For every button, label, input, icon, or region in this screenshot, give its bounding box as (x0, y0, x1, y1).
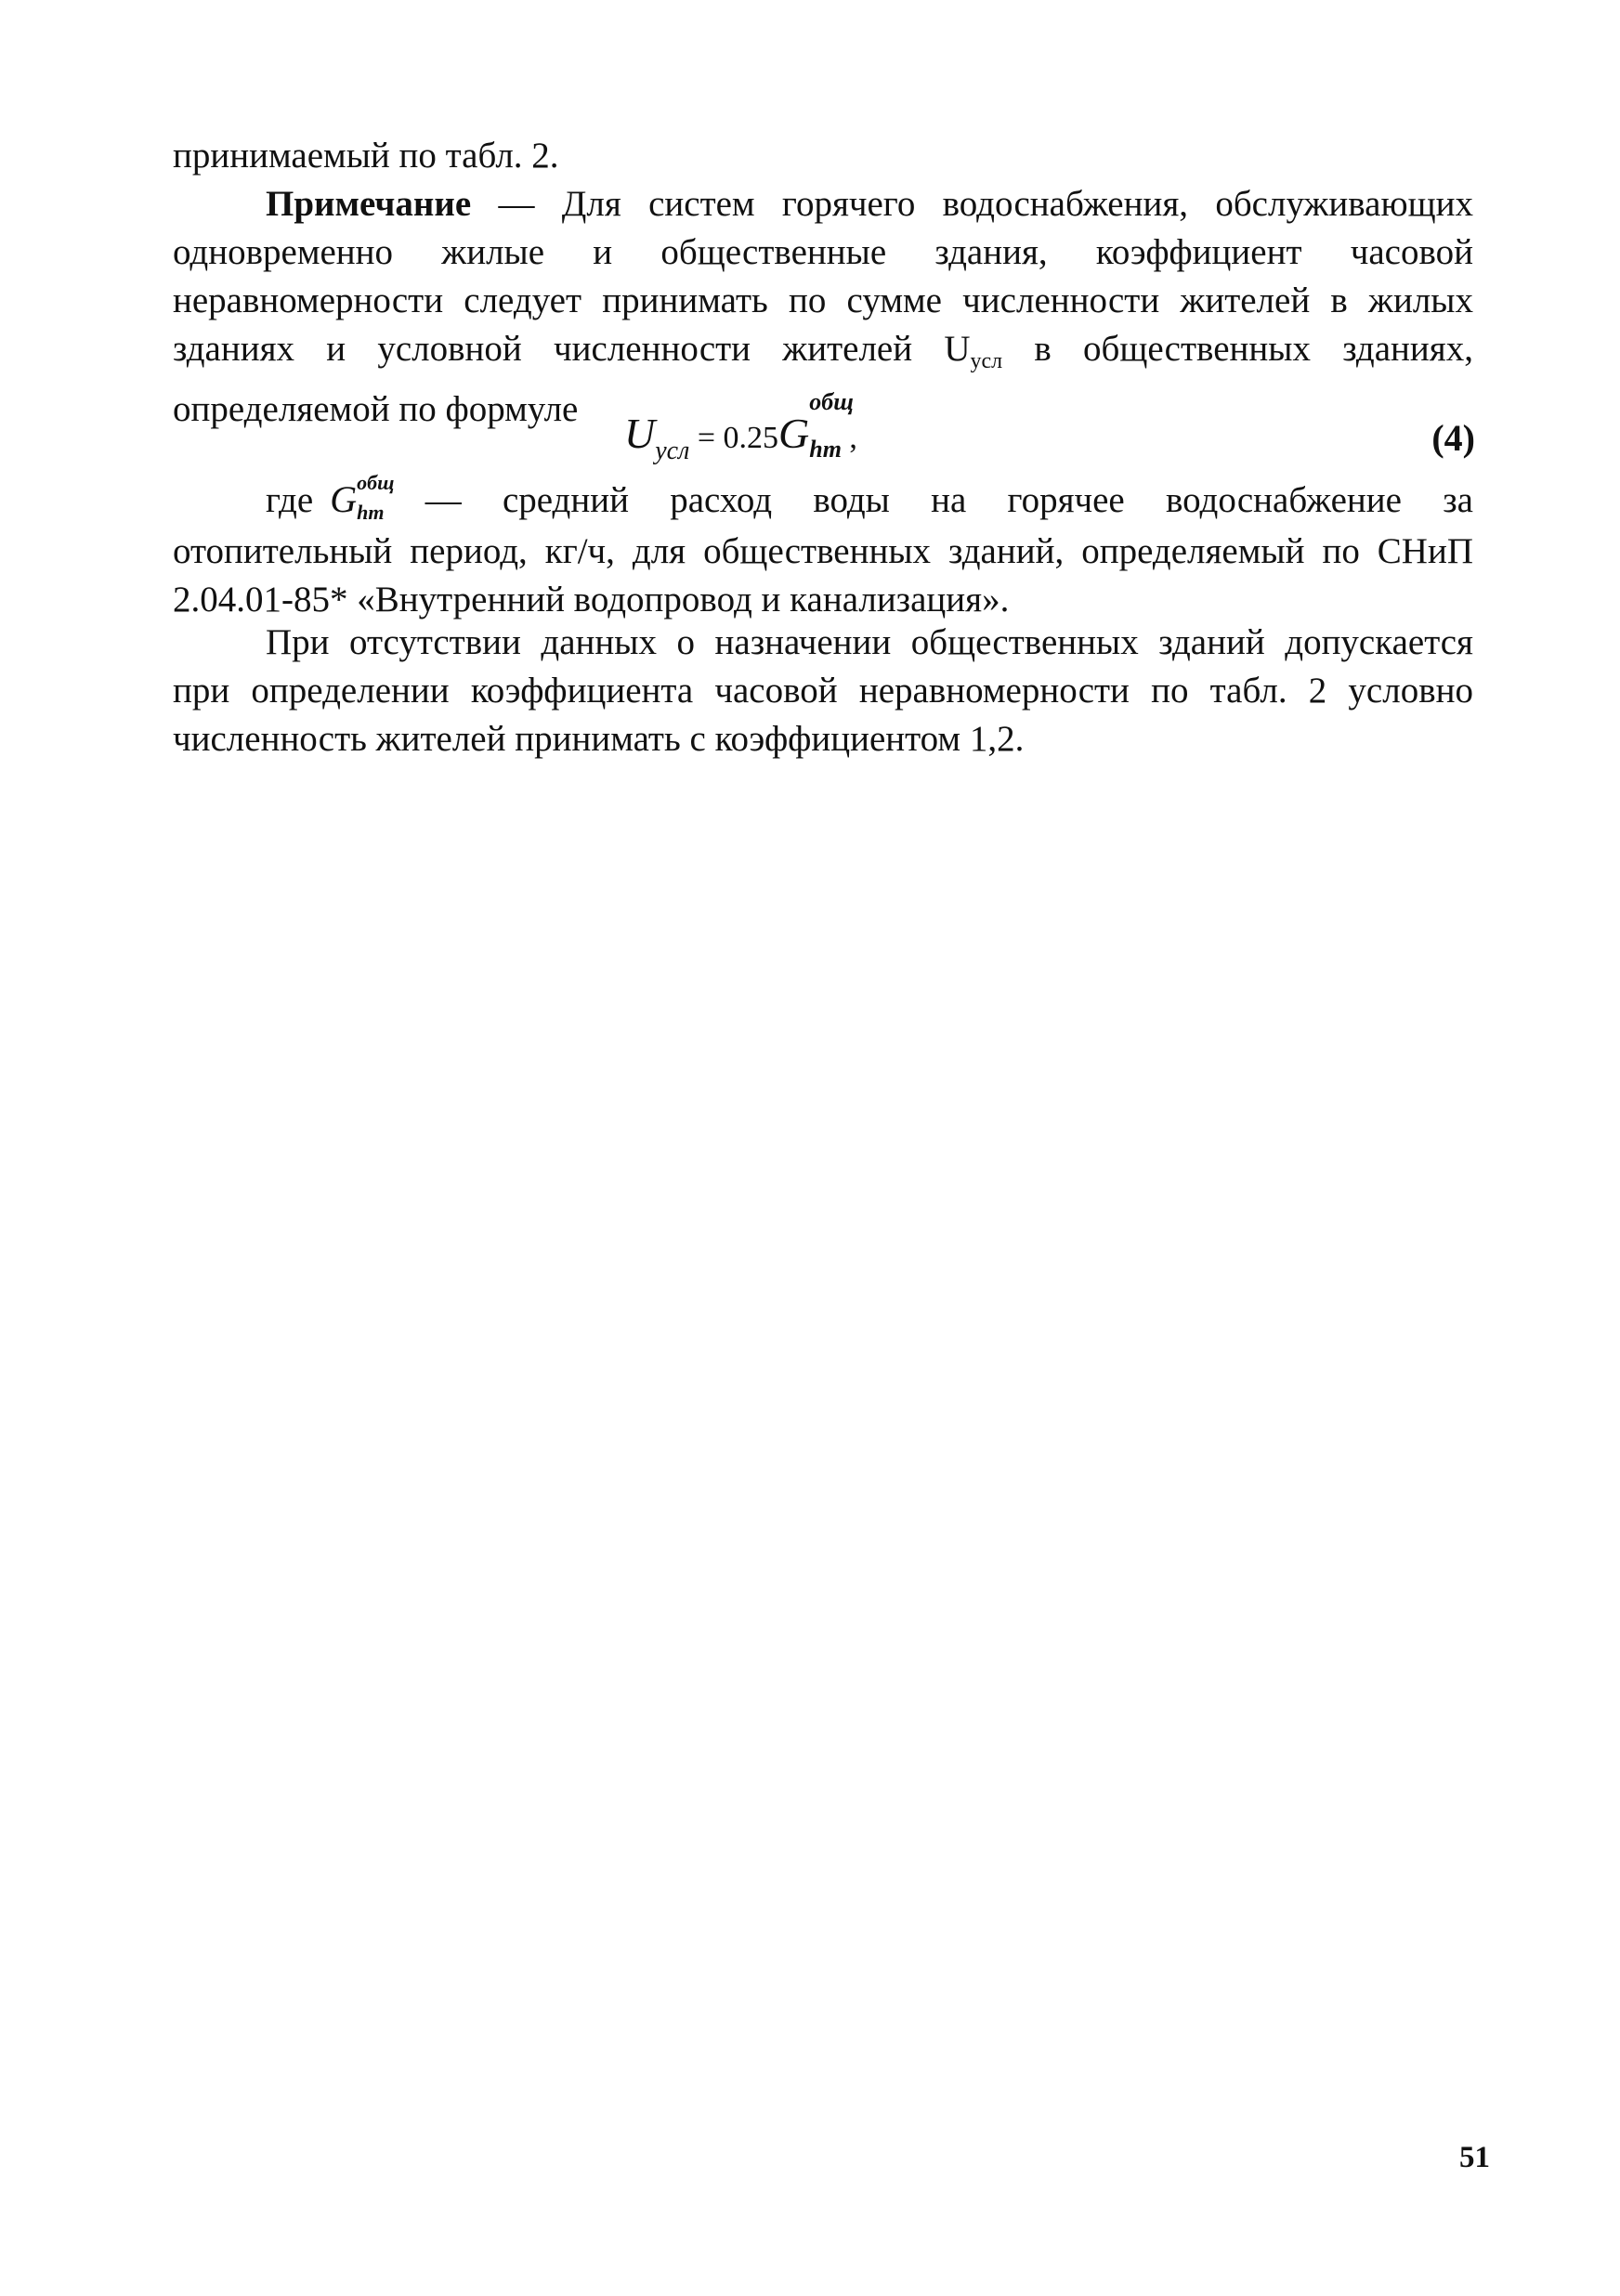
where-w2: расход (670, 480, 773, 520)
note-line-1-text: — Для систем горячего водоснабжения, обслуживающих (471, 184, 1473, 224)
note-line-1 (173, 180, 1473, 228)
where-line-3: 2.04.01-85* «Внутренний водопровод и канализация». (173, 580, 1010, 620)
formula-g-indices (809, 388, 854, 463)
where-word (266, 471, 395, 529)
where-line-2: отопительный период, кг/ч, для общественных зданий, определяемый по СНиП (173, 531, 1473, 571)
note-line-3: неравномерности следует принимать по сумме численности жителей в жилых (173, 280, 1473, 320)
where-w7: за (1443, 480, 1473, 520)
note-line-4-a: зданиях и условной численности жителей U (173, 329, 971, 369)
where-w6: водоснабжение (1165, 480, 1402, 520)
where-word-text: где (266, 480, 314, 520)
where-w1: средний (502, 480, 629, 520)
formula-equals: = (689, 421, 724, 455)
where-w5: горячее (1007, 480, 1125, 520)
where-g-indices (357, 471, 395, 529)
page-number: 51 (1459, 2141, 1490, 2174)
note-line-4-sub: усл (970, 349, 1003, 373)
where-g-sub: hm (357, 501, 385, 524)
where-g: G (330, 478, 358, 520)
where-block (173, 528, 1473, 624)
formula-coef: 0.25 (723, 421, 778, 455)
final-line-1: При отсутствии данных о назначении общественных зданий допускается (266, 622, 1473, 662)
formula-g-sub: hm (809, 436, 842, 463)
note-line-2: одновременно жилые и общественные здания, коэффициент часовой (173, 232, 1473, 272)
formula-4 (624, 388, 857, 465)
formula-g: G (778, 410, 810, 457)
formula-comma: , (841, 421, 857, 455)
note-line-4-b: в общественных зданиях, (1002, 329, 1473, 369)
formula-u-sub: усл (655, 437, 690, 465)
where-dash: — (425, 480, 462, 520)
note-line-4 (173, 325, 1473, 385)
where-w3: воды (813, 480, 890, 520)
final-paragraph (173, 619, 1473, 763)
where-g-sup: общ (357, 471, 395, 494)
note-label: Примечание (266, 184, 472, 224)
final-line-3: численность жителей принимать с коэффициентом 1,2. (173, 719, 1025, 759)
where-g-symbol (330, 471, 395, 524)
formula-g-sup: общ (809, 388, 854, 415)
paragraph-continuation: принимаемый по табл. 2. (173, 136, 559, 176)
final-line-2: при определении коэффициента часовой неравномерности по табл. 2 условно (173, 671, 1473, 711)
note-line-5: определяемой по формуле (173, 389, 579, 429)
where-w4: на (931, 480, 967, 520)
equation-number: (4) (1431, 417, 1475, 459)
formula-u: U (624, 410, 656, 457)
where-line-1 (266, 471, 1473, 529)
